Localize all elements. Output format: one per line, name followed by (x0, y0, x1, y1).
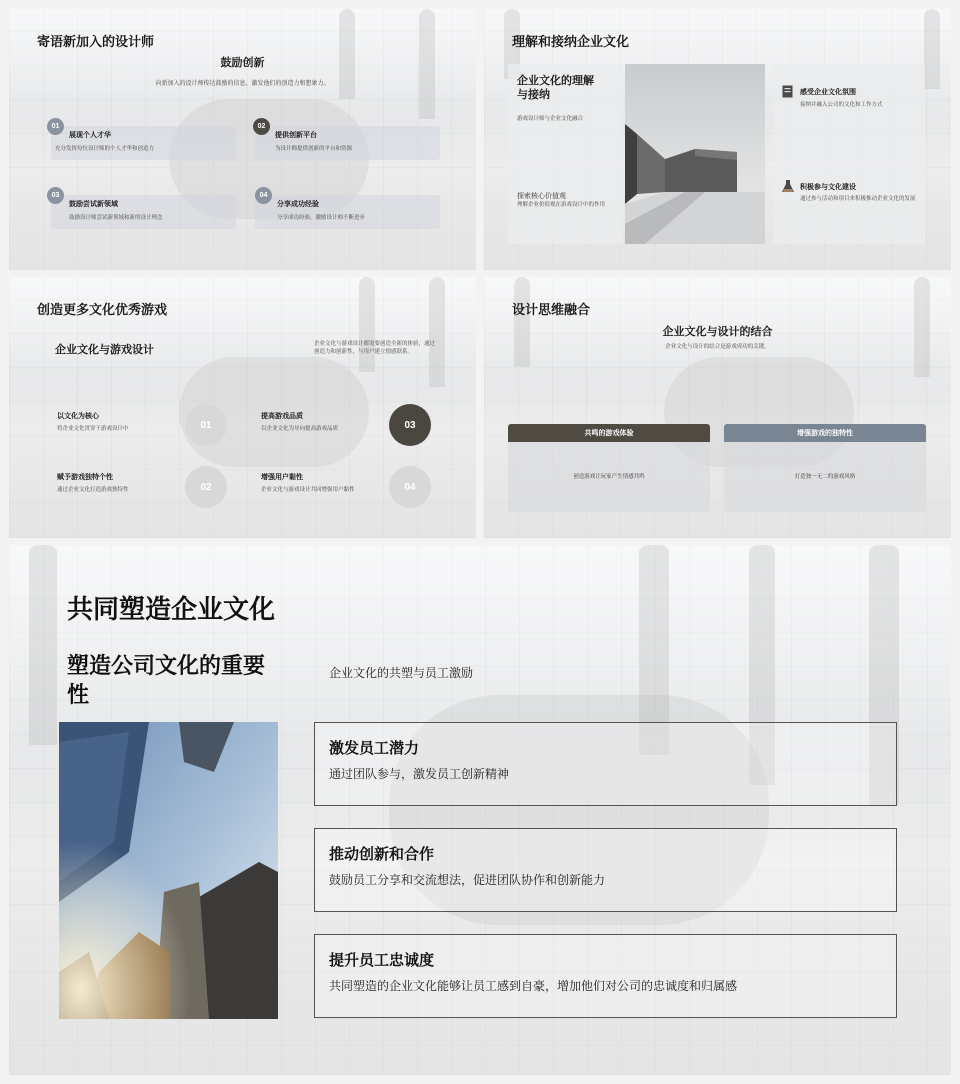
number-circle: 02 (185, 466, 227, 508)
item-title: 鼓励尝试新领域 (69, 201, 118, 208)
item-title: 增强用户黏性 (261, 474, 303, 481)
culture-detail-panel (773, 64, 925, 244)
list-item (51, 192, 236, 229)
number-badge: 04 (255, 187, 272, 204)
slide-design-thinking[interactable] (484, 277, 951, 538)
item-title: 提高游戏品质 (261, 413, 303, 420)
document-icon (782, 85, 793, 98)
number-badge: 03 (47, 187, 64, 204)
item-desc: 接纳并融入公司的文化和工作方式 (800, 102, 883, 108)
list-item (51, 123, 236, 160)
number-circle: 03 (389, 404, 431, 446)
slide-heading: 企业文化与设计的结合 (662, 326, 773, 338)
item-desc: 企业文化与游戏设计共同增强用户黏性 (261, 487, 355, 493)
slide-heading: 鼓励创新 (220, 57, 265, 69)
item-title: 赋予游戏独特个性 (57, 474, 113, 481)
box-header: 增强游戏的独特性 (724, 424, 926, 442)
feature-desc: 共同塑造的企业文化能够让员工感到自豪，增加他们对公司的忠诚度和归属感 (329, 979, 738, 993)
slide-title: 寄语新加入的设计师 (37, 34, 155, 49)
slide-culture-games[interactable] (9, 277, 476, 538)
culture-panel (508, 64, 623, 244)
item-title: 提供创新平台 (275, 132, 317, 139)
feature-card (314, 722, 897, 806)
feature-desc: 鼓励员工分享和交流想法，促进团队协作和创新能力 (329, 873, 606, 887)
item-desc: 通过企业文化打造游戏独特性 (57, 487, 129, 493)
panel-sub-title: 探索核心价值观 (517, 193, 566, 200)
item-title: 以文化为核心 (57, 413, 99, 420)
item-desc: 为设计师提供创新的平台和资源 (275, 146, 353, 152)
number-badge: 01 (47, 118, 64, 135)
slide-heading: 塑造公司文化的重要性 (67, 653, 266, 707)
panel-sub-desc: 理解企业价值观在游戏设计中的作用 (517, 202, 606, 208)
feature-title: 推动创新和合作 (329, 846, 435, 863)
item-title: 展现个人才华 (69, 132, 111, 139)
slide-subtitle: 向新加入的设计师传达鼓励的信息，激发他们的创造力和想象力。 (155, 81, 330, 87)
item-desc: 充分发挥每位设计师的个人才华和创造力 (55, 146, 155, 152)
slide-corporate-culture[interactable] (484, 9, 951, 270)
item-desc: 将企业文化贯穿于游戏设计中 (57, 426, 129, 432)
item-desc: 分享成功经验，激励设计师不断进步 (277, 215, 366, 221)
slide-subtitle: 企业文化与设计的结合是游戏成功的关键。 (665, 344, 770, 350)
slide-title: 理解和接纳企业文化 (512, 34, 630, 49)
box-header: 共鸣的游戏体验 (508, 424, 710, 442)
item-title: 分享成功经验 (277, 201, 319, 208)
item-desc: 鼓励设计师尝试新领域和新的设计理念 (69, 215, 163, 221)
list-item (255, 192, 440, 229)
intro-text: 企业文化与游戏设计都需要创造全新的体验，通过创造力和创新性，与用户建立情感联系。 (314, 341, 436, 355)
feature-desc: 通过团队参与，激发员工创新精神 (329, 767, 510, 781)
flask-icon (782, 180, 794, 193)
panel-desc: 游戏设计师与企业文化融合 (517, 116, 584, 122)
item-desc: 以企业文化为导向提高游戏品质 (261, 426, 339, 432)
item-title: 积极参与文化建设 (800, 184, 856, 191)
architecture-photo (625, 64, 765, 244)
slide-encourage-designers[interactable] (9, 9, 476, 270)
info-box (724, 424, 926, 512)
item-desc: 通过参与活动和项目来积极推动企业文化的发展 (800, 196, 916, 202)
feature-card (314, 828, 897, 912)
number-circle: 04 (389, 466, 431, 508)
skyscraper-photo (59, 722, 278, 1019)
box-body: 打造独一无二的游戏风格 (794, 474, 856, 480)
feature-title: 提升员工忠诚度 (329, 952, 435, 969)
info-box (508, 424, 710, 512)
list-item (255, 123, 440, 160)
slide-heading: 企业文化与游戏设计 (55, 344, 154, 356)
box-body: 创造游戏让玩家产生情感共鸣 (573, 474, 645, 480)
slide-title: 设计思维融合 (512, 302, 591, 317)
number-badge: 02 (253, 118, 270, 135)
feature-title: 激发员工潜力 (329, 740, 420, 757)
feature-card (314, 934, 897, 1018)
number-circle: 01 (185, 404, 227, 446)
intro-text: 企业文化的共塑与员工激励 (329, 666, 474, 680)
slide-shape-culture[interactable] (9, 545, 951, 1075)
slide-title: 共同塑造企业文化 (67, 594, 276, 624)
slide-title: 创造更多文化优秀游戏 (37, 302, 168, 317)
item-title: 感受企业文化氛围 (800, 89, 856, 96)
panel-heading: 企业文化的理解与接纳 (517, 75, 594, 101)
